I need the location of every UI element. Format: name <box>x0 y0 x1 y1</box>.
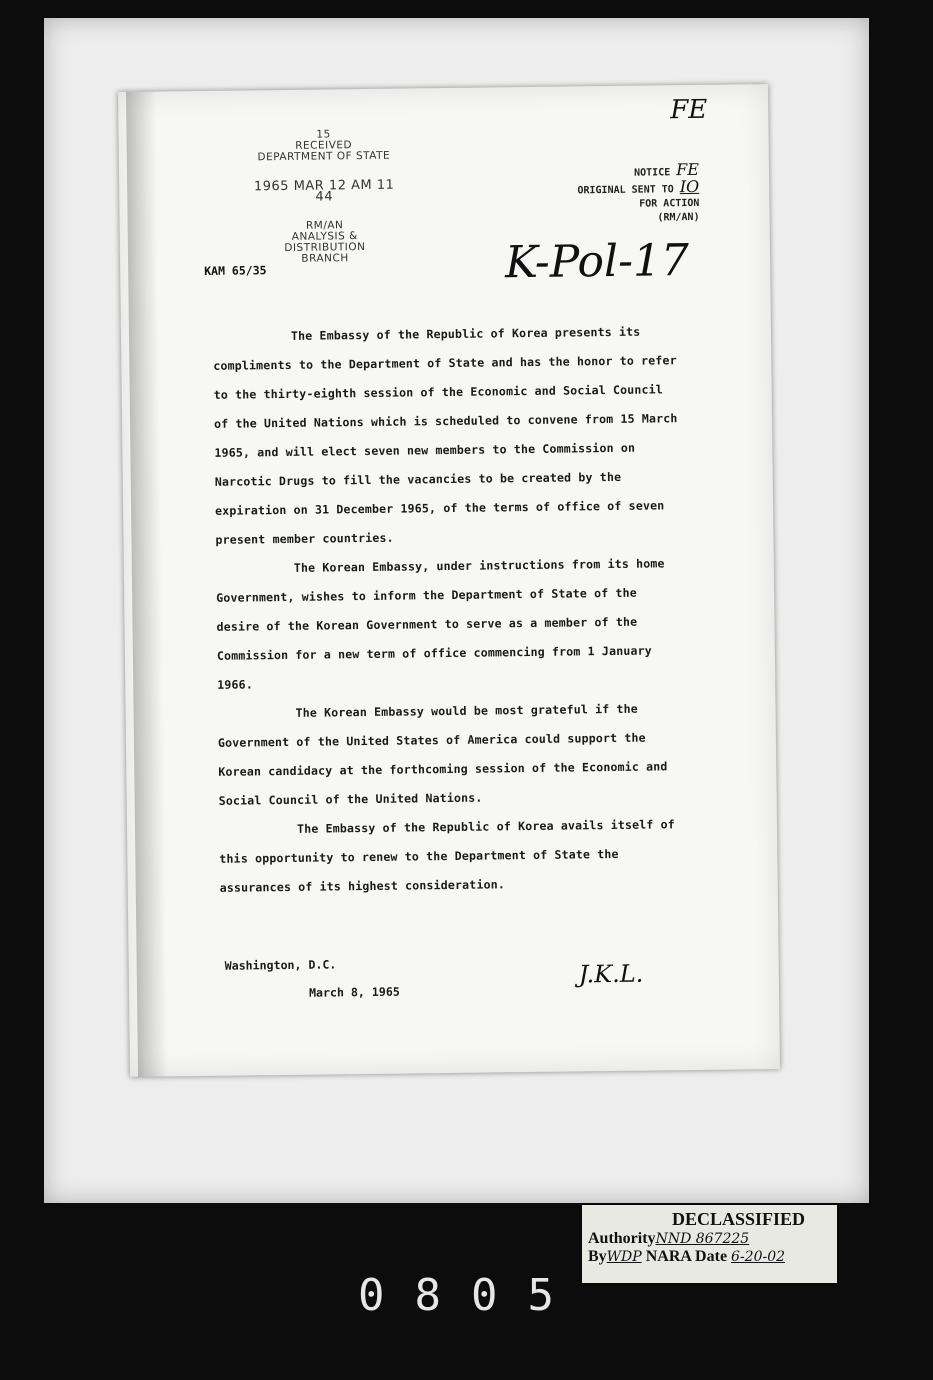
place-line: Washington, D.C. <box>224 957 337 973</box>
stamp-received: RECEIVED <box>295 139 353 152</box>
nara-date-value: 6-20-02 <box>731 1249 786 1265</box>
document-page <box>118 84 780 1077</box>
stamp-unit-line2: ANALYSIS & DISTRIBUTION <box>284 230 366 254</box>
notice-for-action: FOR ACTION <box>639 197 700 210</box>
paragraph-2: The Korean Embassy, under instructions from its home Government, wishes to inform the Department of State of the desire of the Korean Government to serve as a member of the Commission for a new term of office commencing from 1 January 1966. <box>216 556 665 692</box>
date-line: March 8, 1965 <box>308 984 400 1000</box>
paragraph-3: The Korean Embassy would be most grateful if the Government of the United States of America could support the Korean candidacy at the forthcoming session of the Economic and Social Council of the United Nations. <box>217 701 668 808</box>
declassified-title: DECLASSIFIED <box>671 1209 805 1229</box>
authority-label: Authority <box>588 1230 656 1247</box>
note-body <box>213 317 690 903</box>
nara-date-label: NARA Date <box>645 1248 728 1265</box>
stamp-datetime: 1965 MAR 12 AM 11 44 <box>253 177 395 205</box>
notice-sent-to: ORIGINAL SENT TO <box>577 184 674 197</box>
stamp-unit-line3: BRANCH <box>301 252 349 265</box>
microfilm-frame-number: 0805 <box>358 1270 584 1321</box>
by-row <box>588 1248 831 1266</box>
authority-row <box>588 1230 831 1248</box>
paragraph-4: The Embassy of the Republic of Korea avails itself of this opportunity to renew to the Department of State the assurances of its highest consideration. <box>219 817 675 895</box>
notice-office: (RM/AN) <box>657 211 700 224</box>
file-code-handwritten: K-Pol-17 <box>504 235 690 289</box>
handwritten-initials: J.K.L. <box>578 959 644 989</box>
by-label: By <box>588 1248 607 1265</box>
stamp-unit: RM/AN <box>305 219 344 232</box>
by-value: WDP <box>606 1249 642 1265</box>
notice-label: NOTICE <box>634 167 671 179</box>
stamp-number: 15 <box>316 128 331 141</box>
authority-value: NND 867225 <box>655 1231 750 1247</box>
paragraph-1: The Embassy of the Republic of Korea presents its compliments to the Department of State and has the honor to refer to the thirty-eighth session of the Economic and Social Council of the United Nations which is scheduled to convene from 15 March 1965, and will elect seven new members to the Commission on Narcotic Drugs to fill the vacancies to be created by the expiration on 31 December 1965, of the terms of office of seven present member countries. <box>213 324 678 547</box>
declassification-label <box>582 1205 837 1283</box>
corner-handwritten-note: FE <box>670 94 708 126</box>
notice-handwritten-io: IO <box>679 176 700 197</box>
reference-number: KAM 65/35 <box>204 263 267 278</box>
notice-handwritten-fe: FE <box>676 159 700 180</box>
stamp-department: DEPARTMENT OF STATE <box>257 149 391 164</box>
received-stamp <box>248 129 400 266</box>
routing-notice <box>549 159 700 227</box>
